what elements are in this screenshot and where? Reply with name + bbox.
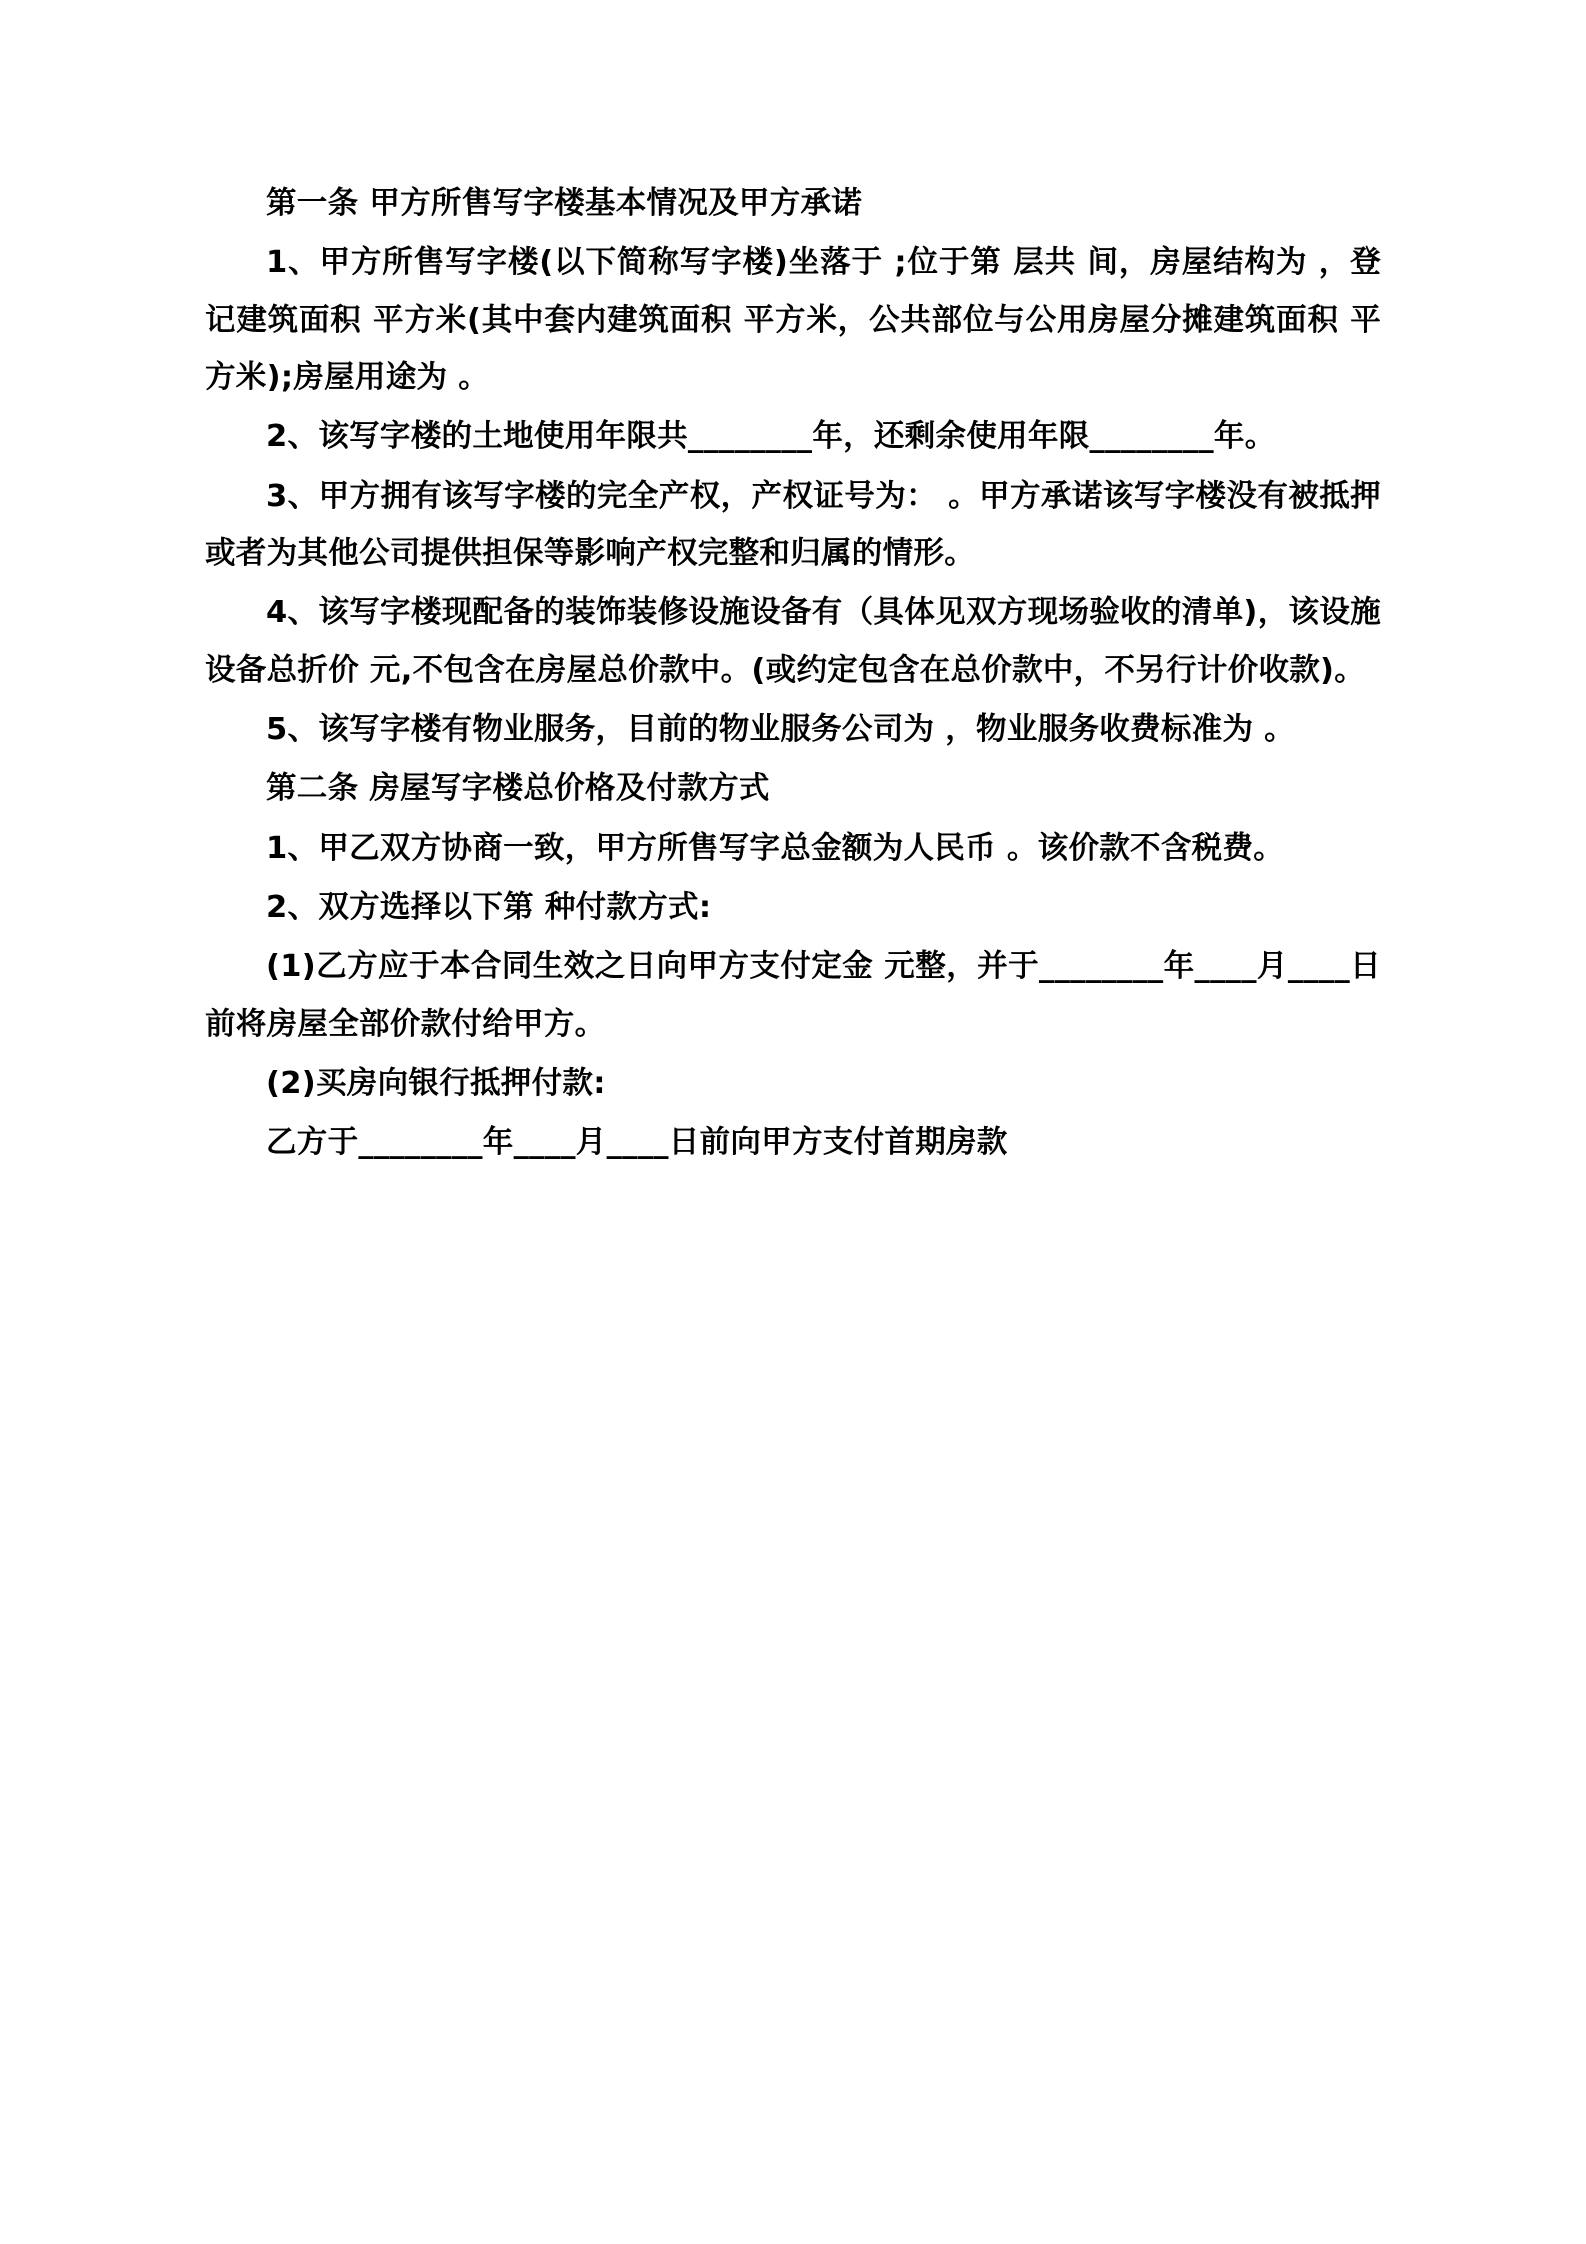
clause-1-3: 3、甲方拥有该写字楼的完全产权，产权证号为： 。甲方承诺该写字楼没有被抵押或者为其他公司提供担保等影响产权完整和归属的情形。 [205,478,1381,571]
clause-1-4: 4、该写字楼现配备的装饰装修设施设备有（具体见双方现场验收的清单)，该设施设备总折价 元,不包含在房屋总价款中。(或约定包含在总价款中，不另行计价收款)。 [205,595,1381,688]
section-heading-1: 第一条 甲方所售写字楼基本情况及甲方承诺 [266,186,863,221]
clause-2-2-option-2: (2)买房向银行抵押付款: [266,1065,606,1101]
clause-1-1: 1、甲方所售写字楼(以下简称写字楼)坐落于 ;位于第 层共 间，房屋结构为 ，登记建筑面积 平方米(其中套内建筑面积 平方米，公共部位与公用房屋分摊建筑面积 平方米);房屋用途为 。 [205,245,1381,395]
clause-2-2-option-1: (1)乙方应于本合同生效之日向甲方支付定金 元整，并于________年____月____日前将房屋全部价款付给甲方。 [205,949,1381,1042]
section-heading-2: 第二条 房屋写字楼总价格及付款方式 [266,771,770,807]
clause-2-2: 2、双方选择以下第 种付款方式: [266,889,712,925]
clause-1-5: 5、该写字楼有物业服务，目前的物业服务公司为 ，物业服务收费标准为 。 [266,711,1295,747]
clause-2-1: 1、甲乙双方协商一致，甲方所售写字总金额为人民币 。该价款不含税费。 [266,830,1285,866]
clause-2-2-option-2-detail: 乙方于________年____月____日前向甲方支付首期房款 [266,1125,1008,1161]
clause-1-2: 2、该写字楼的土地使用年限共________年，还剩余使用年限________年。 [266,419,1276,455]
document-body [205,175,1381,1172]
